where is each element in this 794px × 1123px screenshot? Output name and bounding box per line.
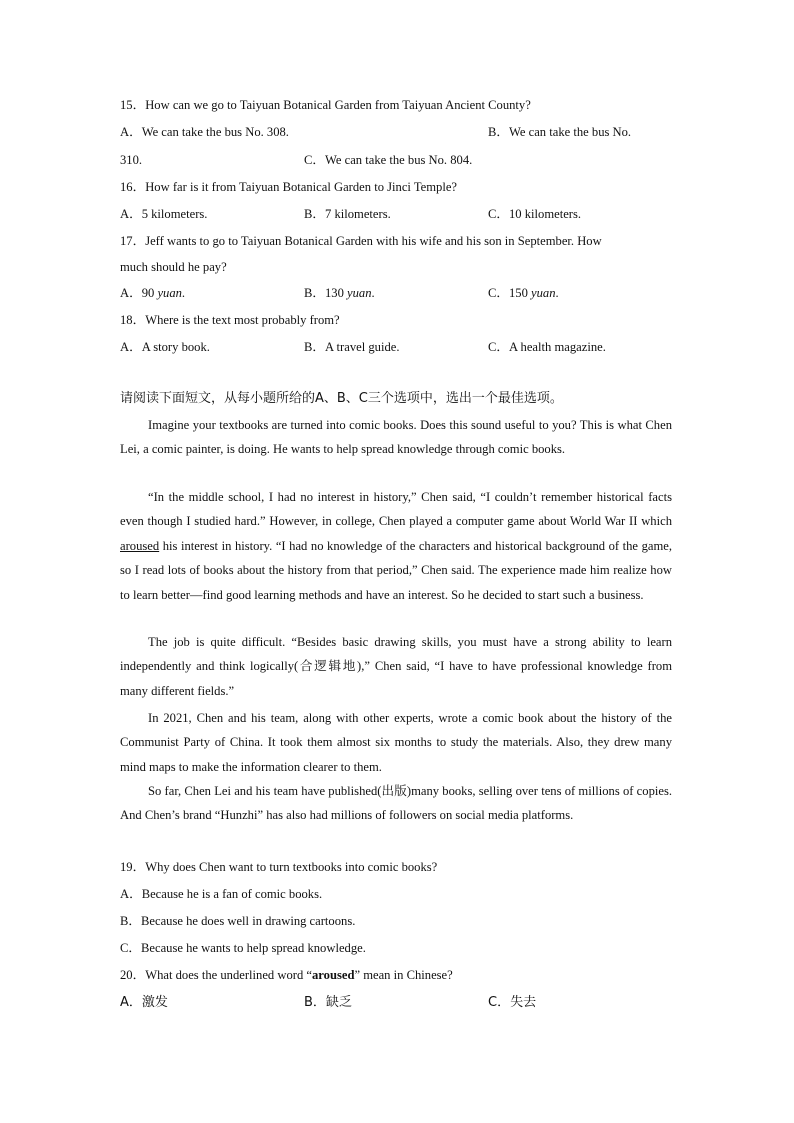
q19-option-a: A．Because he is a fan of comic books. (120, 887, 323, 901)
section-instruction: 请阅读下面短文，从每小题所给的A、B、C三个选项中，选出一个最佳选项。 (120, 391, 563, 406)
question-16: 16．How far is it from Taiyuan Botanical Garden to Jinci Temple? (120, 180, 458, 194)
q17-option-c: C．150 yuan. (488, 286, 559, 300)
q15-option-b: B．We can take the bus No. (488, 125, 632, 139)
passage-paragraph-4: In 2021, Chen and his team, along with other experts, wrote a comic book about the history of the Communist Party of China. It took them almost six months to study the materials. Also, they drew many mind maps to make the information clearer to them. (120, 711, 672, 774)
q19-option-c: C．Because he wants to help spread knowledge. (120, 941, 366, 955)
question-17-line1: 17．Jeff wants to go to Taiyuan Botanical Garden with his wife and his son in September. How (120, 234, 602, 248)
q16-option-c: C．10 kilometers. (488, 207, 582, 221)
question-18: 18．Where is the text most probably from? (120, 313, 340, 327)
q15-option-c: C．We can take the bus No. 804. (304, 153, 473, 167)
q20-option-a: A．激发 (120, 995, 168, 1010)
q15-option-a: A．We can take the bus No. 308. (120, 125, 289, 139)
q19-option-b: B．Because he does well in drawing cartoons. (120, 914, 356, 928)
q18-option-a: A．A story book. (120, 340, 210, 354)
q17-option-b: B．130 yuan. (304, 286, 375, 300)
passage-paragraph-3: The job is quite difficult. “Besides basic drawing skills, you must have a strong ability to learn independently and think logically(合逻辑地),” Chen said, “I have to have professional knowledge from many different fields.” (120, 635, 672, 698)
q20-option-b: B．缺乏 (304, 995, 352, 1010)
question-17-line2: much should he pay? (120, 260, 227, 274)
passage-paragraph-2: “In the middle school, I had no interest in history,” Chen said, “I couldn’t remember historical facts even though I studied hard.” However, in college, Chen played a computer game about World War II which aroused his interest in history. “I had no knowledge of the characters and historical background of the game, so I read lots of books about the history from that period,” Chen said. The experience made him realize how to learn better—find good learning methods and have an interest. So he decided to start such a business. (120, 490, 672, 602)
passage-paragraph-1: Imagine your textbooks are turned into comic books. Does this sound useful to you? This is what Chen Lei, a comic painter, is doing. He wants to help spread knowledge through comic books. (120, 418, 672, 457)
question-19: 19．Why does Chen want to turn textbooks into comic books? (120, 860, 438, 874)
underlined-word: aroused (120, 538, 160, 553)
question-20: 20．What does the underlined word “aroused” mean in Chinese? (120, 968, 453, 982)
q18-option-b: B．A travel guide. (304, 340, 400, 354)
q16-option-b: B．7 kilometers. (304, 207, 391, 221)
q18-option-c: C．A health magazine. (488, 340, 606, 354)
q15-option-b-cont: 310. (120, 153, 143, 167)
passage-paragraph-5: So far, Chen Lei and his team have published(出版)many books, selling over tens of millions of copies. And Chen’s brand “Hunzhi” has also had millions of followers on social media platforms. (120, 784, 672, 823)
question-15: 15．How can we go to Taiyuan Botanical Garden from Taiyuan Ancient County? (120, 98, 531, 112)
q16-option-a: A．5 kilometers. (120, 207, 208, 221)
q17-option-a: A．90 yuan. (120, 286, 186, 300)
q20-option-c: C．失去 (488, 995, 537, 1010)
